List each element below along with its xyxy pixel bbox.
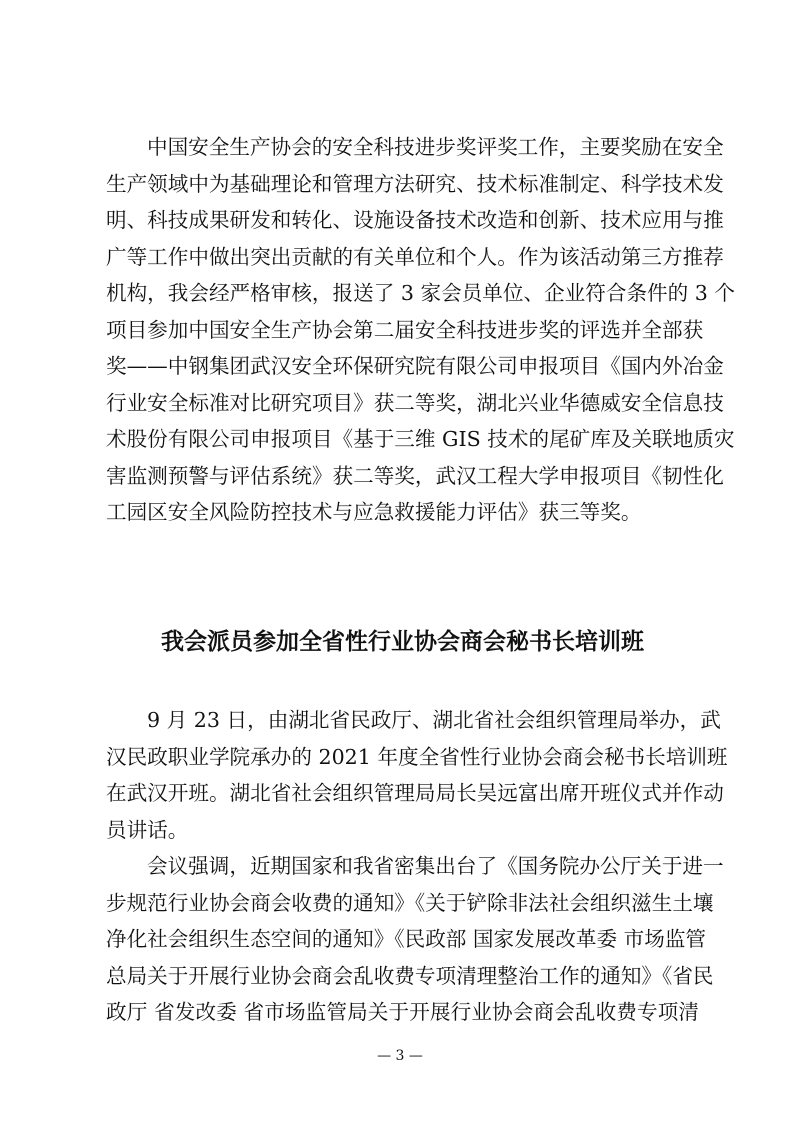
paragraph-line: 步规范行业协会商会收费的通知》《关于铲除非法社会组织滋生土壤	[106, 890, 714, 915]
paragraph-line: 机构，我会经严格审核，报送了 3 家会员单位、企业符合条件的 3 个	[106, 281, 736, 305]
paragraph-line: 奖——中钢集团武汉安全环保研究院有限公司申报项目《国内外冶金	[106, 354, 724, 378]
paragraph-line: 生产领域中为基础理论和管理方法研究、技术标准制定、科学技术发	[106, 171, 724, 196]
paragraph-line: 明、科技成果研发和转化、设施设备技术改造和创新、技术应用与推	[106, 208, 724, 232]
paragraph-line: 员讲话。	[106, 817, 189, 842]
paragraph-line: 汉民政职业学院承办的 2021 年度全省性行业协会商会秘书长培训班	[106, 744, 728, 769]
section-award-text	[106, 129, 736, 531]
paragraph-line: 净化社会组织生态空间的通知》《民政部 国家发展改革委 市场监管	[106, 927, 707, 951]
paragraph-line: 政厅 省发改委 省市场监管局关于开展行业协会商会乱收费专项清	[106, 1000, 699, 1024]
paragraph-line: 在武汉开班。湖北省社会组织管理局局长吴远富出席开班仪式并作动	[106, 781, 724, 805]
paragraph-line: 广等工作中做出突出贡献的有关单位和个人。作为该活动第三方推荐	[106, 244, 724, 269]
paragraph-line: 总局关于开展行业协会商会乱收费专项清理整治工作的通知》《省民	[106, 963, 714, 988]
paragraph-line: 会议强调，近期国家和我省密集出台了《国务院办公厅关于进一	[147, 854, 724, 878]
paragraph-line: 术股份有限公司申报项目《基于三维 GIS 技术的尾矿库及关联地质灾	[106, 427, 735, 451]
section-heading: 我会派员参加全省性行业协会商会秘书长培训班	[161, 629, 644, 655]
paragraph-line: 9 月 23 日，由湖北省民政厅、湖北省社会组织管理局举办，武	[147, 708, 721, 732]
paragraph-line: 害监测预警与评估系统》获二等奖，武汉工程大学申报项目《韧性化	[106, 463, 724, 488]
section-training-text	[106, 702, 728, 1031]
paragraph-line: 行业安全标准对比研究项目》获二等奖，湖北兴业华德威安全信息技	[106, 390, 724, 415]
paragraph-line: 项目参加中国安全生产协会第二届安全科技进步奖的评选并全部获	[106, 317, 704, 342]
page-number: — 3 —	[377, 1048, 423, 1064]
paragraph-line: 工园区安全风险防控技术与应急救援能力评估》获三等奖。	[106, 500, 642, 524]
paragraph-line: 中国安全生产协会的安全科技进步奖评奖工作，主要奖励在安全	[147, 135, 724, 159]
